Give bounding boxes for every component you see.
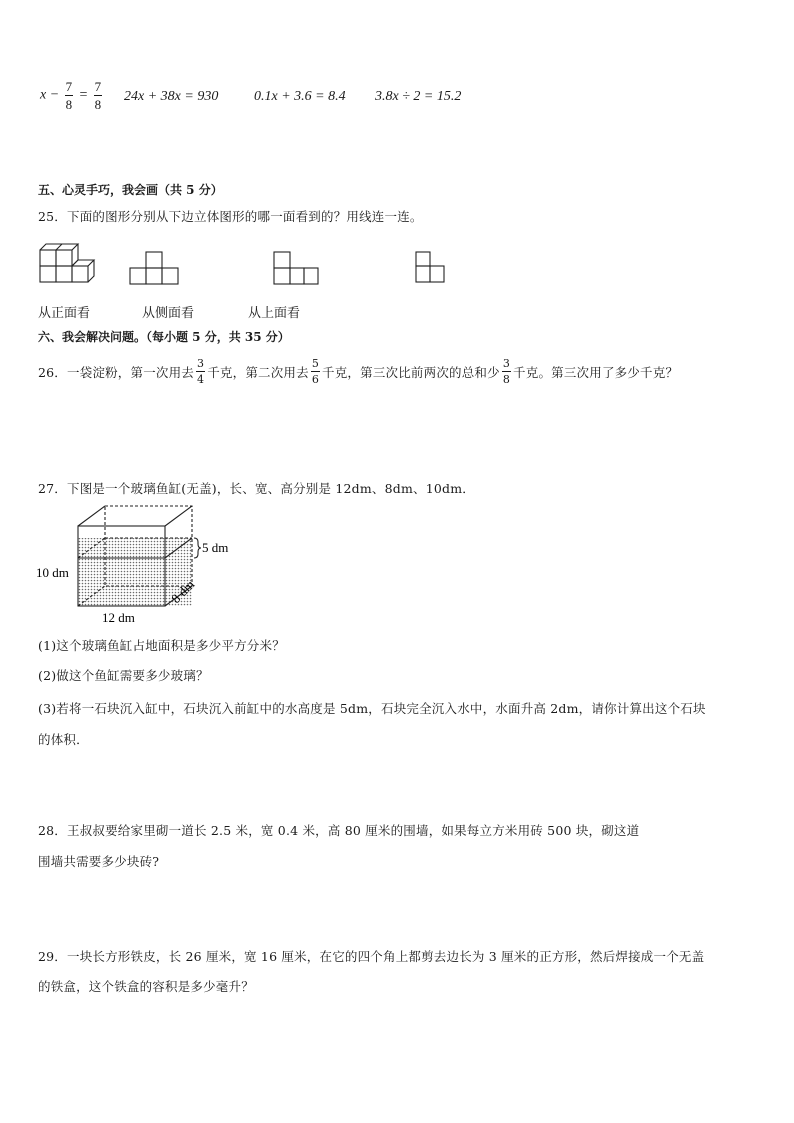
label-top-view: 从上面看 (248, 306, 301, 321)
equation-3: 0.1x + 3.6 = 8.4 (254, 89, 346, 104)
question-29-cont: 的铁盒，这个铁盒的容积是多少毫升？ (38, 979, 254, 994)
side-view-shape (272, 248, 322, 286)
question-28-cont: 围墙共需要多少块砖? (38, 854, 160, 869)
fraction: $\frac{7}{8}$ (94, 79, 102, 112)
label-front-view: 从正面看 (38, 306, 91, 321)
tank-length-label: 12 dm (102, 610, 135, 625)
question-27-sub2: (2)做这个鱼缸需要多少玻璃？ (38, 668, 209, 683)
solid-figure (38, 242, 102, 286)
section-6-title: 六、我会解决问题。（每小题 5 分，共 35 分） (38, 330, 290, 344)
question-27-sub1: (1)这个玻璃鱼缸占地面积是多少平方分米？ (38, 638, 285, 653)
question-28: 28．王叔叔要给家里砌一道长 2.5 米，宽 0.4 米，高 80 厘米的围墙，如果每立方米用砖 500 块，砌这道 (38, 823, 640, 838)
fraction: $\frac{5}{6}$ (311, 357, 320, 386)
question-27-sub3-cont: 的体积． (38, 732, 89, 747)
front-view-shape (128, 246, 180, 286)
question-27-sub3: (3)若将一石块沉入缸中，石块沉入前缸中的水高度是 5dm，石块完全沉入水中，水面升高 2dm，请你计算出这个石块 (38, 701, 706, 716)
question-26: 26．一袋淀粉，第一次用去 $\frac{3}{4}$ 千克，第二次用去 $\frac{5}{6}$ 千克，第三次比前两次的总和少 $\frac{3}{8}$ 千克。第三次用了多少千克？ (38, 357, 679, 386)
tank-width-label: 8 dm (168, 576, 198, 607)
fraction: $\frac{7}{8}$ (65, 79, 73, 112)
question-25: 25．下面的图形分别从下边立体图形的哪一面看到的？用线连一连。 (38, 209, 423, 224)
question-29: 29．一块长方形铁皮，长 26 厘米，宽 16 厘米，在它的四个角上都剪去边长为 3 厘米的正方形，然后焊接成一个无盖 (38, 949, 705, 964)
fish-tank-diagram (30, 498, 240, 626)
tank-height-label: 10 dm (36, 565, 69, 580)
section-5-title: 五、心灵手巧，我会画（共 5 分） (38, 183, 223, 197)
fraction: $\frac{3}{8}$ (502, 357, 511, 386)
equation-1: x − $\frac{7}{8}$ = $\frac{7}{8}$ (40, 79, 102, 112)
water-height-label: 5 dm (202, 540, 229, 555)
fraction: $\frac{3}{4}$ (197, 357, 205, 386)
label-side-view: 从侧面看 (142, 306, 195, 321)
question-27: 27．下图是一个玻璃鱼缸(无盖)，长、宽、高分别是 12dm、8dm、10dm． (38, 481, 475, 496)
equation-2: 24x + 38x = 930 (124, 89, 219, 104)
top-view-shape (412, 248, 448, 288)
equation-4: 3.8x ÷ 2 = 15.2 (375, 89, 462, 104)
